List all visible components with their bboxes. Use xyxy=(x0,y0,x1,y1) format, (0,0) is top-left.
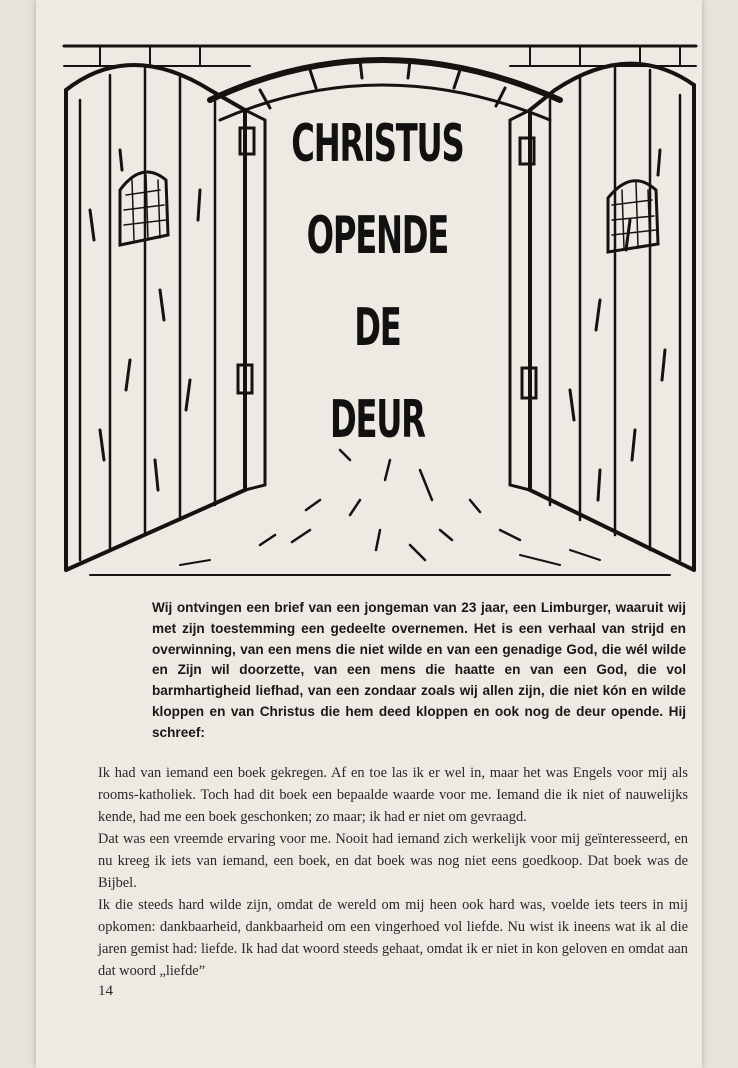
title-line: OPENDE xyxy=(306,206,449,266)
title-line: DEUR xyxy=(329,390,425,450)
intro-text: Wij ontvingen een brief van een jongeman van 23 jaar, een Limburger, waaruit wij met zijn toestemming een gedeelte overnemen. Het is een verhaal van strijd en overwinning, van een mens die niet wilde en van een genadige God, die wél wilde en Zijn wil doorzette, van een mens die haatte en van een God, die vol barmhartigheid liefhad, van een zondaar zoals wij allen zijn, die niet kón en wilde kloppen en van Christus die hem deed kloppen en ook nog de deur opende. Hij schreef: xyxy=(152,600,686,740)
intro-paragraph xyxy=(152,598,686,744)
body-text xyxy=(98,762,688,982)
body-paragraph: Ik had van iemand een boek gekregen. Af en toe las ik er wel in, maar het was Engels voor mij als rooms-katholiek. Toch had dit boek een bepaalde waarde voor me. Iemand die ik niet of nauwelijks kende, had me een boek geschonken; zo maar; ik had er niet om gevraagd. xyxy=(98,765,688,825)
article-title xyxy=(171,114,584,486)
body-paragraph: Ik die steeds hard wilde zijn, omdat de wereld om mij heen ook hard was, voelde iets teers in mij opkomen: dankbaarheid, dankbaarheid om een vingerhoed vol liefde. Nu wist ik ineens wat ik al die jaren gemist had: liefde. Ik had dat woord steeds gehaat, omdat ik er niet in kon geloven en omdat aan dat woord „liefde” xyxy=(98,897,688,979)
page-number: 14 xyxy=(98,983,113,999)
title-line: CHRISTUS xyxy=(291,114,464,174)
page xyxy=(36,0,702,1068)
body-paragraph: Dat was een vreemde ervaring voor me. Nooit had iemand zich werkelijk voor mij geïnteresseerd, en nu kreeg ik iets van iemand, een boek, en dat boek was nog niet eens goedkoop. Dat boek was de Bijbel. xyxy=(98,831,688,891)
title-line: DE xyxy=(354,298,401,358)
